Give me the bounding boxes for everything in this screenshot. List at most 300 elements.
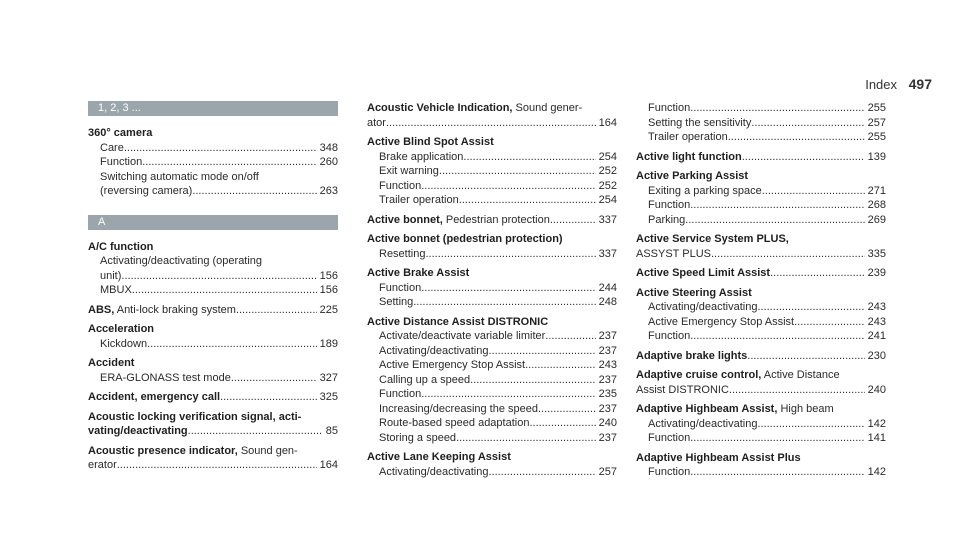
entry-row[interactable]: [636, 247, 886, 262]
entry-heading: Adaptive Highbeam Assist Plus: [636, 451, 801, 464]
page-ref: 240: [867, 383, 886, 396]
leader-dots: [757, 300, 864, 315]
index-column-1: [88, 101, 338, 478]
subentry-text: Function: [648, 199, 691, 211]
subentry-text: unit): [100, 269, 122, 282]
entry-row[interactable]: [88, 303, 338, 318]
leader-dots: [488, 344, 595, 359]
index-label: Index: [865, 77, 898, 92]
leader-dots: [220, 390, 317, 405]
entry-text: [367, 450, 511, 465]
subentry-text: Function: [648, 102, 691, 114]
subentry-text: (reversing camera): [100, 185, 193, 197]
entry-text-cont: Assist DISTRONIC: [636, 383, 729, 396]
leader-dots: [728, 130, 865, 145]
entry-subtext: Active Distance: [761, 369, 840, 381]
entry-text: [636, 368, 840, 383]
subentry-text: Storing a speed: [379, 431, 457, 444]
leader-dots: [192, 184, 316, 199]
entry-text: [88, 444, 298, 459]
page-ref: 248: [598, 296, 617, 308]
leader-dots: [529, 416, 595, 431]
entry-text: [88, 390, 220, 405]
page-ref: 337: [598, 247, 617, 260]
subentry-text: Resetting: [379, 247, 426, 260]
index-column-3: [636, 101, 886, 485]
entry-text: [648, 465, 690, 480]
subentry-row[interactable]: [636, 184, 886, 199]
entry-heading: Accident: [88, 357, 135, 369]
entry-heading-row: [367, 450, 617, 465]
subentry-row[interactable]: [367, 358, 617, 373]
entry-heading-row: [636, 451, 886, 466]
leader-dots: [488, 465, 595, 480]
entry-heading: Acoustic presence indicator,: [88, 444, 238, 457]
entry-heading: Adaptive Highbeam Assist,: [636, 403, 778, 415]
entry-heading: Acceleration: [88, 323, 155, 335]
page-ref: 260: [319, 156, 338, 168]
entry-row[interactable]: [88, 424, 338, 439]
entry-text: [648, 431, 690, 446]
leader-dots: [690, 431, 864, 446]
leader-dots: [121, 269, 316, 284]
subentry-text: Brake application: [379, 150, 464, 163]
entry-subtext: Pedestrian protection: [442, 213, 550, 226]
entry-heading-row: [367, 315, 617, 330]
page-ref: 142: [867, 466, 886, 478]
entry-text: [100, 371, 231, 386]
entry-heading: Active Distance Assist DISTRONIC: [367, 315, 549, 328]
entry-heading: Active Speed Limit Assist: [636, 267, 771, 279]
entry-text: [379, 150, 463, 165]
entry-text: [648, 198, 690, 213]
subentry-row: [88, 254, 338, 269]
subentry-row[interactable]: [636, 300, 886, 315]
index-column-2: [367, 101, 617, 484]
entry-text: [636, 232, 789, 247]
index-entry: [636, 451, 886, 480]
page-ref: 337: [598, 213, 617, 226]
subentry-row[interactable]: [636, 116, 886, 131]
leader-dots: [538, 402, 596, 417]
subentry-row[interactable]: [367, 164, 617, 179]
leader-dots: [757, 417, 864, 432]
entry-heading: Accident, emergency call: [88, 391, 221, 403]
entry-heading: Active Lane Keeping Assist: [367, 451, 511, 463]
entry-text: [88, 126, 152, 141]
leader-dots: [124, 141, 317, 156]
leader-dots: [690, 198, 864, 213]
index-entry: [636, 266, 886, 281]
page-ref: 263: [319, 185, 338, 197]
subentry-text: ERA-GLONASS test mode: [100, 371, 231, 384]
page-ref: 325: [319, 391, 338, 403]
subentry-row[interactable]: [636, 101, 886, 116]
subentry-row[interactable]: [636, 329, 886, 344]
index-entry: [636, 402, 886, 446]
page-ref: 164: [598, 116, 617, 129]
index-entry: [636, 169, 886, 227]
entry-text: [648, 300, 757, 315]
subentry-text: Kickdown: [100, 337, 148, 350]
entry-row[interactable]: [88, 390, 338, 405]
entry-heading-row: [88, 126, 338, 141]
subentry-text: Active Emergency Stop Assist: [648, 315, 795, 328]
index-entry: [88, 356, 338, 385]
entry-text: [379, 247, 425, 262]
entry-text: [379, 402, 538, 417]
leader-dots: [439, 164, 596, 179]
subentry-row[interactable]: [636, 417, 886, 432]
entry-heading-row: [636, 286, 886, 301]
entry-text: [648, 329, 690, 344]
entry-text: [367, 101, 582, 116]
entry-text: [379, 358, 525, 373]
index-entry: [88, 303, 338, 318]
page-ref: 225: [319, 303, 338, 316]
subentry-text: Exit warning: [379, 165, 439, 177]
subentry-text: Trailer operation: [379, 194, 459, 206]
entry-heading-row: [88, 322, 338, 337]
leader-dots: [729, 383, 865, 398]
subentry-text: Function: [379, 281, 422, 294]
entry-text: [379, 295, 413, 310]
page-ref: 230: [867, 349, 886, 362]
entry-heading-cont: vating/deactivating: [88, 425, 188, 437]
index-entry: [88, 322, 338, 351]
leader-dots: [685, 213, 864, 228]
page-ref: 327: [319, 371, 338, 384]
subentry-text: Activating/deactivating (operating: [100, 255, 263, 267]
subentry-text: Calling up a speed: [379, 373, 471, 386]
entry-subtext: Sound gen-: [237, 444, 298, 457]
entry-heading: Active Brake Assist: [367, 267, 470, 279]
subentry-row[interactable]: [367, 193, 617, 208]
entry-text: [88, 458, 117, 473]
entry-subtext: Anti-lock braking system: [114, 303, 236, 316]
entry-text: [88, 322, 154, 337]
subentry-row[interactable]: [367, 402, 617, 417]
leader-dots: [525, 358, 596, 373]
subentry-row[interactable]: [636, 130, 886, 145]
page-ref: 237: [598, 330, 617, 342]
page-ref: 348: [319, 141, 338, 154]
leader-dots: [188, 424, 323, 439]
entry-text: [636, 150, 742, 165]
subentry-text: Activating/deactivating: [379, 344, 489, 357]
entry-text: [367, 135, 494, 150]
subentry-row[interactable]: [88, 141, 338, 156]
leader-dots: [132, 283, 317, 298]
entry-text: [379, 281, 421, 296]
subentry-row[interactable]: [88, 371, 338, 386]
subentry-row[interactable]: [367, 416, 617, 431]
index-entry: [88, 390, 338, 405]
subentry-row[interactable]: [88, 283, 338, 298]
subentry-text: Function: [100, 156, 143, 168]
page-header: [865, 76, 932, 92]
entry-text: [367, 315, 548, 330]
subentry-text: Trailer operation: [648, 131, 728, 143]
entry-heading-row: [88, 356, 338, 371]
index-entry: [367, 213, 617, 228]
subentry-row[interactable]: [88, 155, 338, 170]
entry-subtext: High beam: [777, 403, 834, 415]
index-entry: [88, 240, 338, 298]
entry-text: [636, 286, 752, 301]
leader-dots: [456, 431, 596, 446]
entry-heading-row: [636, 232, 886, 247]
subentry-row[interactable]: [636, 315, 886, 330]
entry-text: [100, 170, 259, 185]
entry-text: [636, 169, 748, 184]
subentry-text: Route-based speed adaptation: [379, 417, 530, 429]
subentry-text: Active Emergency Stop Assist: [379, 359, 526, 371]
subentry-row[interactable]: [88, 337, 338, 352]
entry-text: [379, 344, 488, 359]
subentry-row[interactable]: [367, 150, 617, 165]
entry-text: [379, 387, 421, 402]
subentry-text: Function: [379, 179, 422, 192]
subentry-row[interactable]: [367, 431, 617, 446]
entry-heading: Active bonnet (pedestrian protection): [367, 233, 563, 245]
leader-dots: [425, 247, 595, 262]
entry-heading: Active light function: [636, 150, 742, 163]
subentry-text: Function: [648, 466, 691, 478]
subentry-row[interactable]: [367, 387, 617, 402]
subentry-text: Activating/deactivating: [648, 301, 758, 313]
leader-dots: [117, 458, 317, 473]
page-ref: 156: [319, 269, 338, 282]
leader-dots: [231, 371, 317, 386]
entry-heading: ABS,: [88, 303, 115, 316]
index-entry: [367, 101, 617, 130]
entry-row[interactable]: [636, 349, 886, 364]
subentry-row[interactable]: [636, 213, 886, 228]
section-band: 1, 2, 3 ...: [88, 101, 338, 116]
entry-text: [88, 240, 153, 255]
entry-text: [100, 337, 147, 352]
leader-dots: [545, 329, 595, 344]
page-ref: 255: [867, 102, 886, 114]
index-entry: [88, 126, 338, 199]
entry-text: [88, 424, 188, 439]
entry-heading-row: [367, 232, 617, 247]
leader-dots: [386, 116, 596, 131]
subentry-row[interactable]: [88, 269, 338, 284]
page-ref: 252: [598, 179, 617, 192]
page-ref: 240: [598, 417, 617, 429]
leader-dots: [550, 213, 596, 228]
page-ref: 243: [867, 301, 886, 313]
subentry-text: Exiting a parking space: [648, 184, 762, 197]
entry-text-cont: ator: [367, 116, 386, 129]
subentry-text: Function: [379, 388, 422, 400]
entry-text: [100, 254, 262, 269]
subentry-text: Function: [648, 330, 691, 342]
leader-dots: [770, 266, 865, 281]
page-ref: 244: [598, 281, 617, 294]
entry-text: [88, 303, 236, 318]
entry-heading-row: [367, 266, 617, 281]
entry-text: [100, 184, 192, 199]
leader-dots: [421, 179, 595, 194]
entry-row[interactable]: [88, 458, 338, 473]
subentry-row[interactable]: [88, 184, 338, 199]
entry-text: [367, 213, 550, 228]
entry-text: [636, 402, 834, 417]
entry-heading: Acoustic Vehicle Indication,: [367, 102, 513, 114]
page-ref: 243: [598, 359, 617, 371]
subentry-text: Activating/deactivating: [648, 417, 758, 430]
subentry-row[interactable]: [367, 295, 617, 310]
entry-row[interactable]: [367, 116, 617, 131]
entry-text: [636, 266, 770, 281]
entry-row[interactable]: [636, 150, 886, 165]
entry-text: [648, 417, 757, 432]
index-entry: [636, 150, 886, 165]
leader-dots: [762, 184, 865, 199]
entry-text: [648, 184, 762, 199]
leader-dots: [690, 465, 864, 480]
leader-dots: [794, 315, 865, 330]
entry-text-cont: ASSYST PLUS: [636, 247, 711, 260]
leader-dots: [690, 101, 864, 116]
subentry-text: Activating/deactivating: [379, 465, 489, 478]
index-entry: [367, 315, 617, 446]
page-ref: 237: [598, 344, 617, 357]
leader-dots: [236, 303, 317, 318]
entry-heading: Adaptive cruise control,: [636, 369, 762, 381]
leader-dots: [459, 193, 596, 208]
subentry-text: Switching automatic mode on/off: [100, 170, 259, 183]
page-ref: 237: [598, 373, 617, 386]
leader-dots: [463, 150, 595, 165]
entry-text: [367, 116, 386, 131]
entry-text: [648, 101, 690, 116]
entry-heading-row: [636, 368, 886, 383]
entry-text: [648, 130, 728, 145]
entry-text: [367, 266, 469, 281]
entry-text: [88, 356, 134, 371]
page-ref: 243: [867, 315, 886, 328]
entry-heading: A/C function: [88, 240, 154, 253]
page-ref: 239: [867, 267, 886, 279]
entry-text: [379, 193, 459, 208]
leader-dots: [747, 349, 864, 364]
index-entry: [636, 368, 886, 397]
page-ref: 139: [867, 150, 886, 163]
subentry-row[interactable]: [636, 431, 886, 446]
subentry-text: Increasing/decreasing the speed: [379, 402, 538, 415]
subentry-row[interactable]: [367, 281, 617, 296]
index-entry: [367, 266, 617, 310]
entry-heading: Active Service System PLUS,: [636, 233, 789, 245]
page-ref: 335: [867, 247, 886, 260]
index-entry: [367, 232, 617, 261]
subentry-text: Activate/deactivate variable limiter: [379, 330, 546, 342]
subentry-row[interactable]: [367, 344, 617, 359]
subentry-text: Setting the sensitivity: [648, 116, 752, 129]
entry-text: [636, 383, 729, 398]
subentry-row[interactable]: [367, 247, 617, 262]
subentry-text: Care: [100, 141, 124, 154]
entry-text: [379, 179, 421, 194]
entry-heading: Active Steering Assist: [636, 286, 752, 299]
entry-heading: 360° camera: [88, 127, 153, 139]
entry-text: [100, 269, 121, 284]
entry-heading: Active Parking Assist: [636, 170, 749, 182]
entry-text: [648, 116, 751, 131]
page-ref: 254: [598, 150, 617, 163]
leader-dots: [421, 387, 595, 402]
page-ref: 255: [867, 131, 886, 143]
subentry-text: Setting: [379, 296, 414, 308]
index-entry: [636, 349, 886, 364]
subentry-row[interactable]: [367, 179, 617, 194]
entry-text: [636, 247, 711, 262]
index-entry: [367, 135, 617, 208]
page-ref: 156: [319, 284, 338, 296]
leader-dots: [470, 373, 596, 388]
subentry-row[interactable]: [636, 198, 886, 213]
entry-text: [100, 141, 124, 156]
entry-heading-row: [88, 444, 338, 459]
page-ref: 189: [319, 337, 338, 350]
page-ref: 257: [867, 116, 886, 129]
entry-text: [648, 315, 794, 330]
entry-heading: Active bonnet,: [367, 213, 443, 226]
entry-row[interactable]: [636, 383, 886, 398]
entry-heading: Active Blind Spot Assist: [367, 136, 494, 148]
page-ref: 141: [867, 432, 886, 444]
subentry-row[interactable]: [367, 465, 617, 480]
subentry-text: Function: [648, 432, 691, 444]
entry-heading-row: [367, 101, 617, 116]
index-entry: [88, 444, 338, 473]
entry-text: [379, 465, 488, 480]
page-ref: 257: [598, 465, 617, 478]
index-entry: [636, 286, 886, 344]
entry-heading-row: [636, 402, 886, 417]
page-ref: 269: [867, 213, 886, 226]
entry-text: [379, 164, 439, 179]
entry-text: [100, 155, 142, 170]
entry-text: [88, 410, 301, 425]
entry-heading-row: [636, 169, 886, 184]
index-entry: [367, 450, 617, 479]
entry-row[interactable]: [636, 266, 886, 281]
leader-dots: [751, 116, 864, 131]
entry-heading-row: [367, 135, 617, 150]
page-ref: 254: [598, 194, 617, 206]
leader-dots: [421, 281, 595, 296]
page-ref: 237: [598, 402, 617, 415]
page-ref: 271: [867, 184, 886, 197]
subentry-row[interactable]: [367, 373, 617, 388]
entry-row[interactable]: [367, 213, 617, 228]
subentry-row[interactable]: [367, 329, 617, 344]
page-number: 497: [908, 76, 932, 92]
entry-text: [379, 329, 545, 344]
subentry-row[interactable]: [636, 465, 886, 480]
entry-text: [100, 283, 132, 298]
section-band: A: [88, 215, 338, 230]
entry-heading-row: [88, 240, 338, 255]
entry-text: [379, 431, 456, 446]
page-ref: 164: [319, 459, 338, 471]
subentry-row: [88, 170, 338, 185]
